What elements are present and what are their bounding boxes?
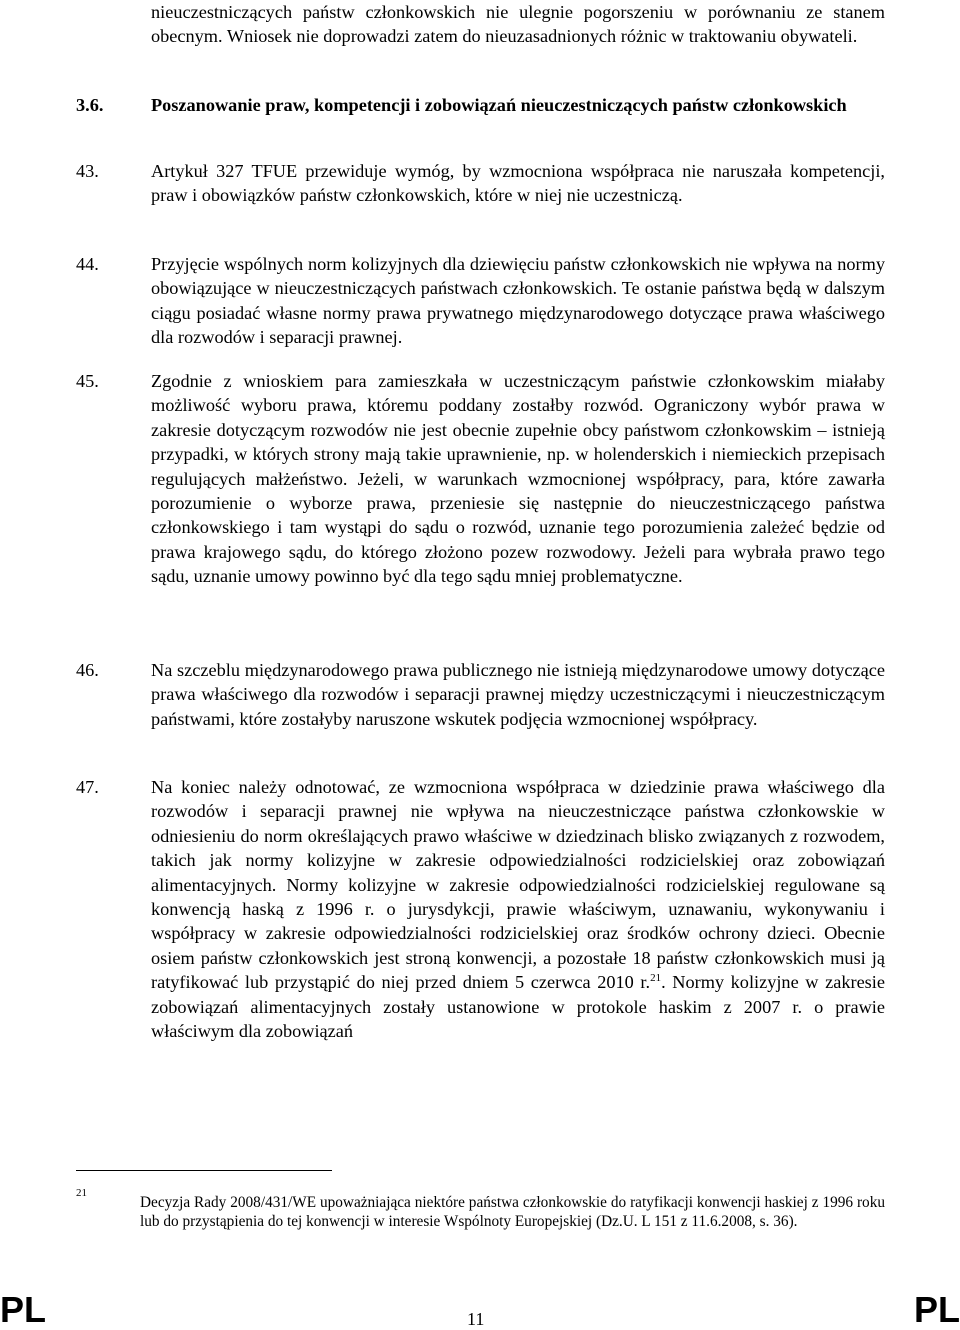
footnote-separator bbox=[76, 1170, 332, 1171]
paragraph-number: 46. bbox=[76, 660, 99, 680]
section-title: Poszanowanie praw, kompetencji i zobowiązań nieuczestniczących państw członkowskich bbox=[151, 95, 847, 115]
paragraph-text: Artykuł 327 TFUE przewiduje wymóg, by wzmocniona współpraca nie naruszała kompetencji, praw i obowiązków państw członkowskich, które w niej nie uczestniczą. bbox=[151, 161, 885, 206]
section-number: 3.6. bbox=[76, 95, 104, 115]
paragraph-text: Na szczeblu międzynarodowego prawa publicznego nie istnieją międzynarodowe umowy dotyczące prawa właściwego dla rozwodów i separacji prawnej między uczestniczącymi i nieuczestniczącym państwami, które zostałyby naruszone wskutek podjęcia wzmocnionej współpracy. bbox=[151, 660, 885, 729]
page-number: 11 bbox=[467, 1309, 485, 1329]
footnote-number: 21 bbox=[76, 1187, 87, 1199]
paragraph-text-part: Na koniec należy odnotować, ze wzmocniona współpraca w dziedzinie prawa właściwego dla rozwodów i separacji prawnej nie wpływa na nieuczestniczące państwa członkowskie w odniesieniu do norm określających prawo właściwe w dziedzinach blisko związanych z rozwodem, takich jak normy kolizyjne w zakresie odpowiedzialności rodzicielskiej oraz zobowiązań alimentacyjnych. Normy kolizyjne w zakresie odpowiedzialności rodzicielskiej regulowane są konwencją haską z 1996 r. o jurysdykcji, prawie właściwym, uznawaniu, wykonywaniu i współpracy w zakresie odpowiedzialności rodzicielskiej oraz środków ochrony dzieci. Obecnie osiem państw członkowskich jest stroną konwencji, a pozostałe 18 państw członkowskich musi ją ratyfikować lub przystąpić do niej przed dniem 5 czerwca 2010 r. bbox=[151, 777, 885, 993]
footer-language-left: PL bbox=[0, 1289, 47, 1330]
footnote-reference[interactable]: 21 bbox=[650, 972, 662, 985]
footnote-text: Decyzja Rady 2008/431/WE upoważniająca niektóre państwa członkowskie do ratyfikacji konwencji haskiej z 1996 roku lub do przystąpienia do tej konwencji w interesie Wspólnoty Europejskiej (Dz.U. L 151 z 11.6.2008, s. 36). bbox=[140, 1194, 885, 1230]
paragraph-text bbox=[151, 775, 885, 1043]
paragraph-text: Przyjęcie wspólnych norm kolizyjnych dla dziewięciu państw członkowskich nie wpływa na normy obowiązujące w nieuczestniczących państwach członkowskich. Te ostanie państwa będą w dalszym ciągu posiadać własne normy prawa prywatnego międzynarodowego dotyczące prawa właściwego dla rozwodów i separacji prawnej. bbox=[151, 254, 885, 348]
paragraph-number: 44. bbox=[76, 254, 99, 274]
paragraph-number: 45. bbox=[76, 371, 99, 391]
footer-language-right: PL bbox=[913, 1289, 960, 1330]
paragraph-number: 47. bbox=[76, 777, 99, 797]
paragraph-text-part: . Normy kolizyjne w zakresie zobowiązań alimentacyjnych zostały ustanowione w protokole haskim z 2007 r. o prawie właściwym dla zobowiązań bbox=[151, 972, 885, 1042]
paragraph-text: Zgodnie z wnioskiem para zamieszkała w uczestniczącym państwie członkowskim miałaby możliwość wyboru prawa, któremu poddany zostałby rozwód. Ograniczony wybór prawa w zakresie dotyczącym rozwodów nie jest obecnie zupełnie obcy państwom członkowskim – istnieją przypadki, w których strony mają takie uprawnienie, np. w holenderskich i niemieckich przepisach regulujących małżeństwo. Jeżeli, w warunkach wzmocnionej współpracy, para, które zawarła porozumienie o wyborze prawa, przeniesie się następnie do nieuczestniczącego państwa członkowskiego i tam wystąpi do sądu o rozwód, uznanie tego porozumienia zależeć będzie od prawa krajowego sądu, do którego złożono pozew rozwodowy. Jeżeli para wybrała prawo tego sądu, uznanie umowy powinno być dla tego sądu mniej problematyczne. bbox=[151, 371, 885, 587]
continuation-paragraph: nieuczestniczących państw członkowskich nie ulegnie pogorszeniu w porównaniu ze stanem obecnym. Wniosek nie doprowadzi zatem do nieuzasadnionych różnic w traktowaniu obywateli. bbox=[151, 2, 885, 47]
paragraph-number: 43. bbox=[76, 161, 99, 181]
